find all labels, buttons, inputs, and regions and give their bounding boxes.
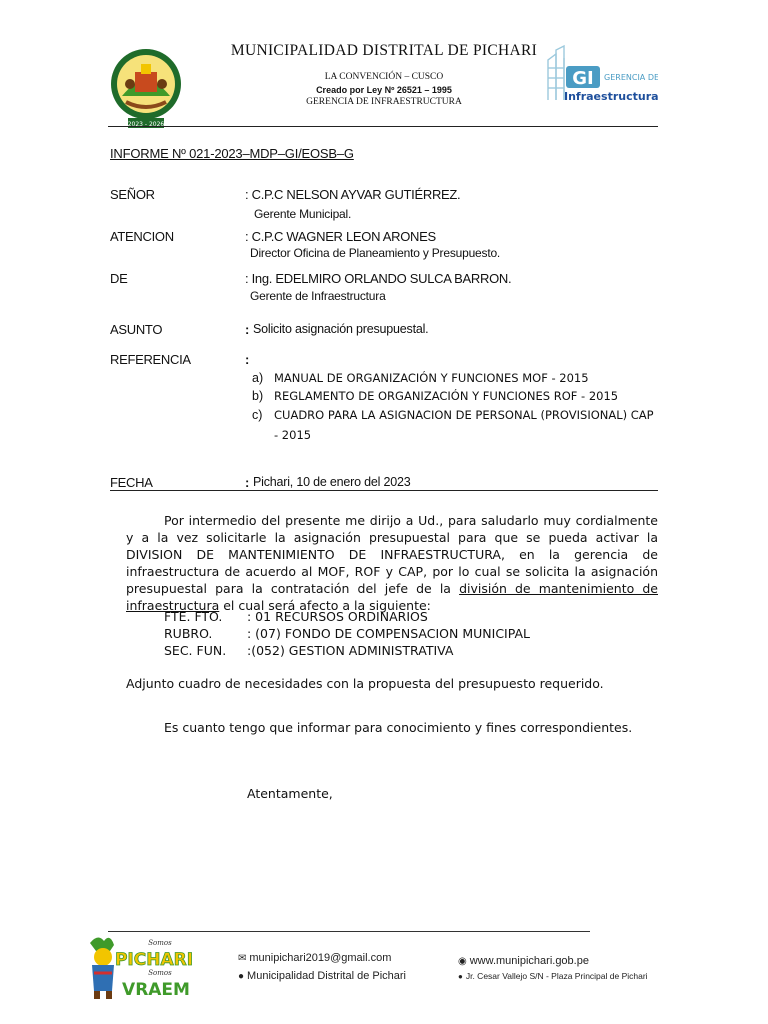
footer-address: [458, 971, 648, 981]
closing-line: Es cuanto tengo que informar para conocimiento y fines correspondientes.: [164, 720, 633, 735]
atencion-label: ATENCION: [110, 229, 174, 244]
seal-years: 2023 - 2026: [127, 121, 165, 128]
financing-value-3: :(052) GESTION ADMINISTRATIVA: [247, 643, 454, 658]
asunto-colon: :: [245, 322, 250, 337]
de-label: DE: [110, 271, 128, 286]
header-divider: [108, 126, 658, 127]
financing-label-1: FTE. FTO.: [164, 609, 223, 624]
senor-position: Gerente Municipal.: [254, 207, 352, 221]
asunto-label: ASUNTO: [110, 322, 163, 337]
municipal-seal: [108, 46, 184, 130]
body-underlined-text: división de mantenimiento de infraestructura: [126, 581, 658, 613]
asunto-value: Solicito asignación presupuestal.: [253, 322, 429, 336]
footer-facebook[interactable]: [238, 970, 406, 982]
financing-value-2: : (07) FONDO DE COMPENSACION MUNICIPAL: [247, 626, 530, 641]
mascot-somos-2: Somos: [148, 969, 172, 977]
ref-letter-b: b): [252, 389, 264, 403]
gi-top-text: GERENCIA DE: [604, 73, 658, 82]
mascot-somos-1: Somos: [148, 939, 172, 947]
gi-letters: GI: [572, 68, 594, 89]
gi-bottom-text: Infraestructura: [564, 90, 658, 103]
mascot-pichari: PICHARI: [114, 950, 194, 970]
senor-value: : C.P.C NELSON AYVAR GUTIÉRREZ.: [245, 187, 461, 202]
header-law: Creado por Ley Nº 26521 – 1995: [316, 85, 452, 95]
fecha-colon: :: [245, 475, 250, 490]
footer-email[interactable]: [238, 952, 391, 964]
informe-number: INFORME Nº 021-2023–MDP–GI/EOSB–G: [110, 146, 354, 161]
body-text-start: Por intermedio del presente me dirijo a Ud., para saludarlo muy cordialmente y a la vez solicitarle la asignación presupuestal para que se pueda activar la DIVISION DE MANTENIMIENTO DE INFRAESTRUCTURA, en la gerencia de infraestructura de acuerdo al MOF, ROF y CAP, por lo cual se solicita la asignación presupuestal para la contratación del jefe de la: [126, 513, 658, 596]
footer-facebook-text: Municipalidad Distrital de Pichari: [247, 970, 407, 982]
footer-website-text: www.munipichari.gob.pe: [469, 955, 589, 967]
referencia-colon: :: [245, 352, 250, 367]
ref-text-c-cont: - 2015: [274, 428, 312, 442]
body-paragraph: [126, 512, 658, 614]
atencion-value: : C.P.C WAGNER LEON ARONES: [245, 229, 436, 244]
footer-website[interactable]: [458, 955, 589, 967]
location-pin-icon: ●: [458, 972, 463, 981]
ref-letter-c: c): [252, 408, 263, 422]
ref-text-b: REGLAMENTO DE ORGANIZACIÓN Y FUNCIONES ROF - 2015: [274, 389, 619, 403]
footer-address-text: Jr. Cesar Vallejo S/N - Plaza Principal de Pichari: [465, 971, 648, 981]
senor-label: SEÑOR: [110, 187, 155, 202]
atencion-position: Director Oficina de Planeamiento y Presupuesto.: [250, 246, 501, 260]
adjunto-line: Adjunto cuadro de necesidades con la propuesta del presupuesto requerido.: [126, 676, 604, 691]
de-value: : Ing. EDELMIRO ORLANDO SULCA BARRON.: [245, 271, 512, 286]
mascot-vraem: VRAEM: [122, 980, 190, 1000]
fecha-label: FECHA: [110, 475, 153, 490]
ref-letter-a: a): [252, 371, 264, 385]
municipality-title: MUNICIPALIDAD DISTRITAL DE PICHARI: [230, 42, 538, 59]
sign-off: Atentamente,: [247, 786, 333, 801]
globe-icon: ◉: [458, 956, 467, 967]
footer-email-text: munipichari2019@gmail.com: [249, 952, 392, 964]
fecha-value: Pichari, 10 de enero del 2023: [253, 475, 411, 489]
gi-infraestructura-logo: [542, 44, 658, 106]
footer-divider: [108, 931, 590, 932]
financing-label-3: SEC. FUN.: [164, 643, 227, 658]
body-text-end: el cual será afecto a la siguiente:: [219, 598, 431, 613]
mail-icon: ✉: [238, 953, 247, 964]
header-department: GERENCIA DE INFRAESTRUCTURA: [306, 97, 462, 107]
pichari-vraem-mascot-logo: [80, 933, 195, 1001]
referencia-label: REFERENCIA: [110, 352, 191, 367]
ref-text-c: CUADRO PARA LA ASIGNACION DE PERSONAL (PROVISIONAL) CAP: [274, 408, 654, 422]
ref-text-a: MANUAL DE ORGANIZACIÓN Y FUNCIONES MOF - 2015: [274, 371, 589, 385]
facebook-icon: ●: [238, 971, 245, 982]
fecha-divider: [110, 490, 658, 491]
financing-value-1: : 01 RECURSOS ORDINARIOS: [247, 609, 428, 624]
header-location: LA CONVENCIÓN – CUSCO: [324, 72, 444, 82]
financing-label-2: RUBRO.: [164, 626, 213, 641]
de-position: Gerente de Infraestructura: [250, 289, 386, 303]
